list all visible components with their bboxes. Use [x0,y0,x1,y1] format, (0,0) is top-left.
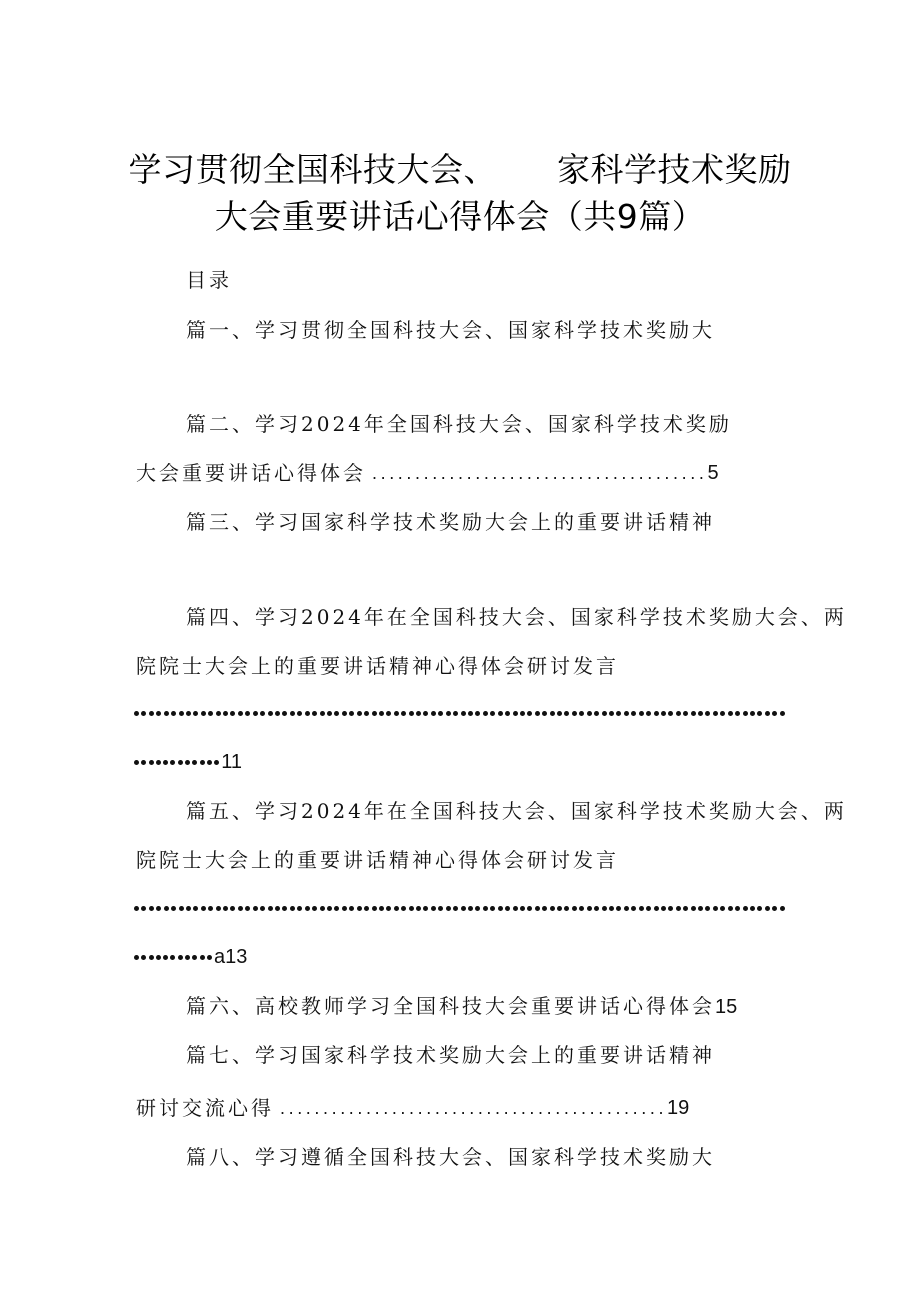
toc-entry-4-leader-dots-short [134,760,219,765]
leader-dot [668,906,673,911]
leader-dot [505,906,510,911]
leader-dot [757,906,762,911]
leader-dot [743,906,748,911]
leader-dot [646,711,651,716]
leader-dot [290,711,295,716]
leader-dot [453,906,458,911]
toc-entry-5-leader-dots [134,902,786,914]
leader-dot [164,906,169,911]
leader-dot [149,955,154,960]
leader-dot [483,711,488,716]
leader-dot [498,711,503,716]
leader-dot [728,711,733,716]
leader-dot [564,906,569,911]
leader-dot [683,711,688,716]
leader-dot [186,711,191,716]
leader-dot [438,711,443,716]
leader-dot [260,906,265,911]
leader-dot [253,906,258,911]
toc-entry-3[interactable]: 篇三、学习国家科学技术奖励大会上的重要讲话精神 [186,510,715,534]
leader-dot [468,906,473,911]
leader-dot [654,906,659,911]
leader-dot [401,906,406,911]
leader-dot [624,711,629,716]
leader-dot [683,906,688,911]
leader-dot [134,955,139,960]
leader-dot [765,906,770,911]
leader-dot [542,711,547,716]
leader-dot [646,906,651,911]
leader-dot [305,906,310,911]
leader-dot [461,906,466,911]
leader-dot [163,760,168,765]
toc-entry-5-line-2: 院院士大会上的重要讲话精神心得体会研讨发言 [136,848,619,872]
leader-dot [691,906,696,911]
leader-dot [156,711,161,716]
leader-dot [268,711,273,716]
leader-dot [609,906,614,911]
leader-dot [200,760,205,765]
leader-dot [170,955,175,960]
leader-dot [201,906,206,911]
leader-dot [446,711,451,716]
leader-dot [207,955,212,960]
leader-dot [594,711,599,716]
leader-dot [631,711,636,716]
leader-dot [527,711,532,716]
leader-dot [305,711,310,716]
leader-dot [193,906,198,911]
leader-dot [134,711,139,716]
leader-dot [587,711,592,716]
toc-entry-2[interactable]: 篇二、学习2024年全国科技大会、国家科学技术奖励 [186,412,732,436]
leader-dot [431,906,436,911]
leader-dot [505,711,510,716]
leader-dot [698,906,703,911]
leader-dot [535,906,540,911]
leader-dot [409,906,414,911]
leader-dot [342,711,347,716]
leader-dot [372,711,377,716]
leader-dot [357,711,362,716]
leader-dot [372,906,377,911]
toc-entry-6[interactable] [186,992,737,1021]
leader-dot [735,711,740,716]
leader-dot [192,955,197,960]
leader-dot [268,906,273,911]
leader-dot [461,711,466,716]
leader-dot [676,711,681,716]
toc-entry-4-line-2: 院院士大会上的重要讲话精神心得体会研讨发言 [136,654,619,678]
leader-dot [728,906,733,911]
leader-dot [513,711,518,716]
toc-entry-6-text: 篇六、高校教师学习全国科技大会重要讲话心得体会 [186,994,715,1018]
leader-dot [185,955,190,960]
leader-dot [312,906,317,911]
leader-dot [624,906,629,911]
leader-dot [475,906,480,911]
leader-dot [179,906,184,911]
leader-dot [631,906,636,911]
leader-dot [216,906,221,911]
leader-dot [349,711,354,716]
leader-dot [170,760,175,765]
leader-dot [705,906,710,911]
leader-dot [141,906,146,911]
leader-dot [639,711,644,716]
leader-dot [698,711,703,716]
leader-dot [320,711,325,716]
leader-dot [179,711,184,716]
leader-dot [192,760,197,765]
toc-entry-5-leader-dots-short [134,955,212,960]
leader-dot [513,906,518,911]
leader-dot [334,711,339,716]
leader-dot [379,711,384,716]
leader-dot [214,760,219,765]
leader-dot [654,711,659,716]
document-title-line-2: 大会重要讲话心得体会（共9篇） [214,197,706,236]
leader-dot [483,906,488,911]
leader-dot [572,711,577,716]
leader-dot [705,711,710,716]
leader-dot [401,711,406,716]
leader-dot [297,906,302,911]
leader-dot [200,955,205,960]
leader-dot [312,711,317,716]
leader-dot [468,711,473,716]
toc-entry-6-page: 15 [715,996,738,1018]
leader-dot [661,906,666,911]
leader-dot [423,711,428,716]
leader-dot [438,906,443,911]
leader-dot [282,711,287,716]
leader-dot [713,906,718,911]
leader-dot [178,760,183,765]
leader-dot [185,760,190,765]
leader-dot [164,711,169,716]
leader-dot [431,711,436,716]
leader-dot [557,711,562,716]
leader-dot [141,760,146,765]
leader-dot [216,711,221,716]
leader-dot [290,906,295,911]
leader-dot [149,760,154,765]
leader-dot [178,955,183,960]
leader-dot [386,711,391,716]
leader-dot [661,711,666,716]
leader-dot [334,906,339,911]
leader-dot [765,711,770,716]
leader-dot [282,906,287,911]
leader-dot [156,906,161,911]
document-title-line-1 [0,150,920,190]
leader-dot [772,711,777,716]
leader-dot [423,906,428,911]
toc-entry-8[interactable]: 篇八、学习遵循全国科技大会、国家科学技术奖励大 [186,1145,715,1169]
leader-dot [490,906,495,911]
leader-dot [201,711,206,716]
title-part-2: 家科学技术奖励 [557,150,792,189]
leader-dot [498,906,503,911]
leader-dot [780,906,785,911]
toc-entry-5-page: a13 [213,946,248,968]
leader-dot [409,711,414,716]
leader-dot [668,711,673,716]
leader-dot [223,711,228,716]
toc-entry-7-line-2: 研讨交流心得 [136,1096,274,1120]
leader-dot [275,711,280,716]
leader-dot [602,711,607,716]
leader-dot [149,711,154,716]
leader-dot [193,711,198,716]
leader-dot [357,906,362,911]
leader-dot [327,906,332,911]
toc-entry-4-page: 11 [221,751,243,773]
leader-dot [542,906,547,911]
leader-dot [327,711,332,716]
leader-dot [349,906,354,911]
leader-dot [260,711,265,716]
leader-dot [253,711,258,716]
leader-dot [564,711,569,716]
leader-dot [342,906,347,911]
leader-dot [520,906,525,911]
toc-entry-4[interactable]: 篇四、学习2024年在全国科技大会、国家科学技术奖励大会、两 [186,605,847,629]
toc-entry-7-page: 19 [667,1097,690,1119]
title-part-1: 学习贯彻全国科技大会、 [128,150,497,189]
leader-dot [579,906,584,911]
leader-dot [535,711,540,716]
leader-dot [275,906,280,911]
leader-dot [520,711,525,716]
leader-dot [230,906,235,911]
leader-dot [208,711,213,716]
leader-dot [572,906,577,911]
leader-dot [639,906,644,911]
leader-dot [416,906,421,911]
leader-dot [223,906,228,911]
leader-dot [394,711,399,716]
leader-dot [208,906,213,911]
leader-dot [616,906,621,911]
toc-entry-7-leader-dots: ............................................. [280,1098,668,1118]
leader-dot [134,760,139,765]
leader-dot [416,711,421,716]
leader-dot [156,955,161,960]
leader-dot [386,906,391,911]
leader-dot [720,906,725,911]
leader-dot [364,906,369,911]
leader-dot [394,906,399,911]
leader-dot [245,711,250,716]
leader-dot [743,711,748,716]
leader-dot [156,760,161,765]
leader-dot [602,906,607,911]
leader-dot [587,906,592,911]
leader-dot [207,760,212,765]
leader-dot [320,906,325,911]
leader-dot [364,711,369,716]
toc-entry-5-page-row [134,943,247,971]
leader-dot [616,711,621,716]
leader-dot [134,906,139,911]
leader-dot [550,906,555,911]
leader-dot [780,711,785,716]
leader-dot [163,955,168,960]
leader-dot [171,906,176,911]
leader-dot [297,711,302,716]
leader-dot [557,906,562,911]
leader-dot [594,906,599,911]
leader-dot [609,711,614,716]
toc-entry-2-leader-row[interactable] [136,459,758,487]
leader-dot [186,906,191,911]
toc-entry-2-page: 5 [707,462,719,484]
toc-entry-4-leader-dots [134,707,786,719]
leader-dot [772,906,777,911]
leader-dot [453,711,458,716]
leader-dot [238,711,243,716]
toc-entry-4-page-row [134,748,242,776]
leader-dot [691,711,696,716]
leader-dot [735,906,740,911]
leader-dot [720,711,725,716]
leader-dot [490,711,495,716]
toc-entry-7-leader-row[interactable] [136,1094,772,1122]
leader-dot [750,906,755,911]
leader-dot [149,906,154,911]
toc-heading: 目录 [186,268,232,292]
toc-entry-1[interactable]: 篇一、学习贯彻全国科技大会、国家科学技术奖励大 [186,318,715,342]
leader-dot [446,906,451,911]
leader-dot [550,711,555,716]
toc-entry-7[interactable]: 篇七、学习国家科学技术奖励大会上的重要讲话精神 [186,1043,715,1067]
toc-entry-5[interactable]: 篇五、学习2024年在全国科技大会、国家科学技术奖励大会、两 [186,799,847,823]
leader-dot [527,906,532,911]
leader-dot [579,711,584,716]
leader-dot [171,711,176,716]
leader-dot [379,906,384,911]
toc-entry-2-line-2: 大会重要讲话心得体会 [136,461,366,485]
leader-dot [475,711,480,716]
leader-dot [757,711,762,716]
leader-dot [141,955,146,960]
leader-dot [713,711,718,716]
leader-dot [230,711,235,716]
toc-entry-2-leader-dots: ....................................... [372,463,708,483]
leader-dot [750,711,755,716]
leader-dot [245,906,250,911]
leader-dot [238,906,243,911]
leader-dot [676,906,681,911]
leader-dot [141,711,146,716]
